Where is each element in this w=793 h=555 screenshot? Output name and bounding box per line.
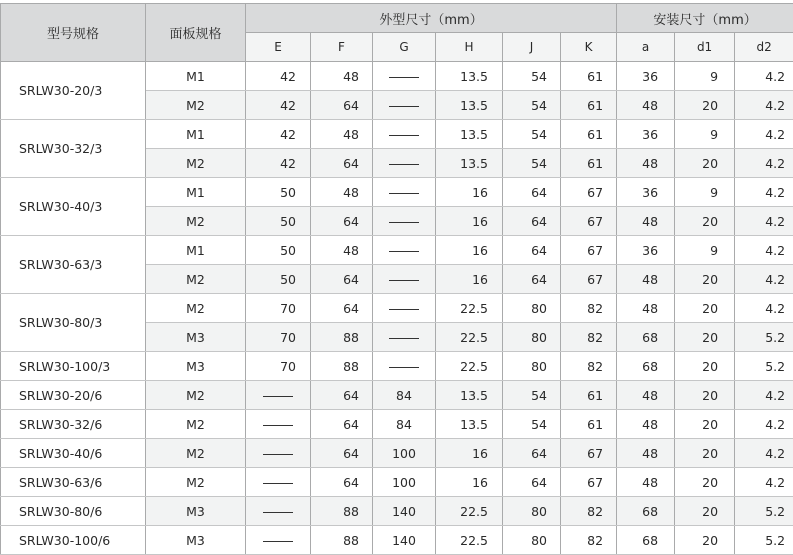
cell-f: 64 <box>311 91 373 120</box>
cell-g: 84 <box>373 381 436 410</box>
dash-mark <box>263 425 293 426</box>
dash-mark <box>389 367 419 368</box>
cell-d2: 4.2 <box>735 62 793 91</box>
cell-e: 70 <box>246 294 311 323</box>
cell-d1: 20 <box>675 149 735 178</box>
panel-cell: M2 <box>146 265 246 294</box>
cell-d1: 20 <box>675 468 735 497</box>
cell-g: 140 <box>373 497 436 526</box>
cell-j: 80 <box>503 323 561 352</box>
cell-d2: 4.2 <box>735 91 793 120</box>
cell-k: 61 <box>561 381 617 410</box>
dash-mark <box>389 222 419 223</box>
cell-f: 64 <box>311 265 373 294</box>
cell-d2: 4.2 <box>735 265 793 294</box>
cell-e <box>246 410 311 439</box>
cell-f: 48 <box>311 236 373 265</box>
col-header-f: F <box>311 33 373 62</box>
cell-a: 48 <box>617 294 675 323</box>
model-cell: SRLW30-32/3 <box>1 120 146 178</box>
cell-d2: 4.2 <box>735 410 793 439</box>
cell-h: 16 <box>436 178 503 207</box>
table-row <box>1 410 793 439</box>
col-header-h: H <box>436 33 503 62</box>
cell-h: 13.5 <box>436 120 503 149</box>
dash-mark <box>389 251 419 252</box>
cell-g <box>373 91 436 120</box>
dash-mark <box>389 135 419 136</box>
table-row <box>1 381 793 410</box>
cell-j: 80 <box>503 294 561 323</box>
panel-cell: M2 <box>146 468 246 497</box>
cell-d1: 20 <box>675 323 735 352</box>
dash-mark <box>263 454 293 455</box>
cell-e <box>246 468 311 497</box>
cell-d1: 20 <box>675 265 735 294</box>
dash-mark <box>389 77 419 78</box>
panel-cell: M1 <box>146 62 246 91</box>
outer-dimensions-header: 外型尺寸（mm） <box>246 4 617 33</box>
cell-d2: 4.2 <box>735 178 793 207</box>
table-row <box>1 294 793 323</box>
cell-d1: 20 <box>675 439 735 468</box>
cell-e <box>246 526 311 555</box>
cell-f: 48 <box>311 120 373 149</box>
cell-e: 42 <box>246 149 311 178</box>
cell-k: 67 <box>561 178 617 207</box>
cell-d1: 20 <box>675 91 735 120</box>
cell-g: 100 <box>373 439 436 468</box>
cell-a: 36 <box>617 236 675 265</box>
cell-e: 50 <box>246 236 311 265</box>
cell-a: 48 <box>617 207 675 236</box>
model-cell: SRLW30-32/6 <box>1 410 146 439</box>
cell-g <box>373 120 436 149</box>
cell-j: 64 <box>503 236 561 265</box>
cell-d2: 4.2 <box>735 149 793 178</box>
cell-k: 61 <box>561 149 617 178</box>
dash-mark <box>389 280 419 281</box>
cell-h: 13.5 <box>436 149 503 178</box>
cell-g <box>373 352 436 381</box>
dash-mark <box>389 193 419 194</box>
cell-j: 54 <box>503 62 561 91</box>
col-header-k: K <box>561 33 617 62</box>
cell-k: 67 <box>561 265 617 294</box>
model-cell: SRLW30-63/6 <box>1 468 146 497</box>
cell-e <box>246 381 311 410</box>
dash-mark <box>263 512 293 513</box>
panel-cell: M2 <box>146 149 246 178</box>
cell-f: 88 <box>311 323 373 352</box>
cell-d2: 4.2 <box>735 468 793 497</box>
cell-j: 54 <box>503 410 561 439</box>
cell-h: 16 <box>436 236 503 265</box>
cell-d2: 5.2 <box>735 497 793 526</box>
cell-d1: 20 <box>675 352 735 381</box>
panel-cell: M3 <box>146 352 246 381</box>
cell-h: 16 <box>436 439 503 468</box>
cell-h: 13.5 <box>436 62 503 91</box>
cell-f: 64 <box>311 294 373 323</box>
cell-j: 54 <box>503 149 561 178</box>
cell-k: 82 <box>561 294 617 323</box>
cell-k: 82 <box>561 526 617 555</box>
panel-header: 面板规格 <box>146 4 246 62</box>
cell-f: 64 <box>311 410 373 439</box>
spec-table <box>0 3 793 555</box>
cell-j: 54 <box>503 120 561 149</box>
model-cell: SRLW30-80/3 <box>1 294 146 352</box>
table-row <box>1 236 793 265</box>
cell-d2: 5.2 <box>735 352 793 381</box>
cell-e: 70 <box>246 323 311 352</box>
model-cell: SRLW30-20/6 <box>1 381 146 410</box>
table-row <box>1 178 793 207</box>
table-row <box>1 468 793 497</box>
cell-j: 80 <box>503 497 561 526</box>
table-row <box>1 526 793 555</box>
cell-h: 13.5 <box>436 91 503 120</box>
panel-cell: M2 <box>146 439 246 468</box>
cell-h: 22.5 <box>436 526 503 555</box>
cell-d2: 5.2 <box>735 323 793 352</box>
cell-g <box>373 207 436 236</box>
cell-j: 80 <box>503 352 561 381</box>
cell-g: 140 <box>373 526 436 555</box>
cell-k: 61 <box>561 410 617 439</box>
table-row <box>1 439 793 468</box>
panel-cell: M2 <box>146 410 246 439</box>
dash-mark <box>263 396 293 397</box>
cell-a: 36 <box>617 120 675 149</box>
cell-d2: 4.2 <box>735 381 793 410</box>
cell-d1: 9 <box>675 236 735 265</box>
panel-cell: M2 <box>146 91 246 120</box>
cell-d2: 4.2 <box>735 439 793 468</box>
model-cell: SRLW30-100/3 <box>1 352 146 381</box>
dash-mark <box>389 164 419 165</box>
cell-a: 48 <box>617 149 675 178</box>
model-cell: SRLW30-80/6 <box>1 497 146 526</box>
cell-k: 67 <box>561 439 617 468</box>
cell-g: 100 <box>373 468 436 497</box>
cell-a: 68 <box>617 497 675 526</box>
cell-d1: 9 <box>675 120 735 149</box>
cell-a: 48 <box>617 439 675 468</box>
cell-d1: 9 <box>675 62 735 91</box>
cell-e: 50 <box>246 178 311 207</box>
panel-cell: M1 <box>146 236 246 265</box>
cell-h: 22.5 <box>436 352 503 381</box>
cell-d2: 4.2 <box>735 294 793 323</box>
panel-cell: M2 <box>146 294 246 323</box>
cell-a: 68 <box>617 526 675 555</box>
cell-d2: 4.2 <box>735 120 793 149</box>
dash-mark <box>389 309 419 310</box>
cell-k: 67 <box>561 468 617 497</box>
panel-cell: M3 <box>146 526 246 555</box>
cell-g <box>373 178 436 207</box>
panel-cell: M2 <box>146 207 246 236</box>
cell-h: 16 <box>436 468 503 497</box>
cell-a: 48 <box>617 410 675 439</box>
cell-h: 13.5 <box>436 410 503 439</box>
dash-mark <box>263 541 293 542</box>
cell-j: 64 <box>503 178 561 207</box>
cell-f: 64 <box>311 468 373 497</box>
panel-cell: M1 <box>146 178 246 207</box>
cell-d1: 20 <box>675 381 735 410</box>
cell-d1: 20 <box>675 410 735 439</box>
model-cell: SRLW30-100/6 <box>1 526 146 555</box>
cell-d2: 5.2 <box>735 526 793 555</box>
cell-f: 64 <box>311 149 373 178</box>
cell-g <box>373 149 436 178</box>
dash-mark <box>389 106 419 107</box>
cell-a: 48 <box>617 468 675 497</box>
cell-f: 64 <box>311 381 373 410</box>
cell-j: 54 <box>503 381 561 410</box>
cell-f: 88 <box>311 352 373 381</box>
cell-k: 67 <box>561 236 617 265</box>
model-cell: SRLW30-40/3 <box>1 178 146 236</box>
col-header-j: J <box>503 33 561 62</box>
table-row <box>1 120 793 149</box>
cell-a: 48 <box>617 381 675 410</box>
cell-g <box>373 62 436 91</box>
cell-e: 50 <box>246 207 311 236</box>
cell-d1: 20 <box>675 497 735 526</box>
table-row <box>1 62 793 91</box>
col-header-g: G <box>373 33 436 62</box>
cell-h: 22.5 <box>436 294 503 323</box>
cell-d1: 20 <box>675 294 735 323</box>
cell-h: 16 <box>436 265 503 294</box>
install-dimensions-header: 安装尺寸（mm） <box>617 4 793 33</box>
cell-f: 48 <box>311 178 373 207</box>
panel-cell: M2 <box>146 381 246 410</box>
table-body <box>1 62 793 555</box>
cell-h: 16 <box>436 207 503 236</box>
cell-j: 64 <box>503 265 561 294</box>
cell-g <box>373 265 436 294</box>
cell-e: 42 <box>246 62 311 91</box>
cell-g <box>373 236 436 265</box>
cell-j: 64 <box>503 468 561 497</box>
cell-j: 80 <box>503 526 561 555</box>
cell-f: 88 <box>311 497 373 526</box>
cell-k: 82 <box>561 497 617 526</box>
cell-e <box>246 497 311 526</box>
cell-d2: 4.2 <box>735 236 793 265</box>
cell-h: 13.5 <box>436 381 503 410</box>
cell-a: 68 <box>617 323 675 352</box>
cell-e: 42 <box>246 91 311 120</box>
table-row <box>1 352 793 381</box>
cell-e: 70 <box>246 352 311 381</box>
panel-cell: M1 <box>146 120 246 149</box>
cell-f: 64 <box>311 207 373 236</box>
panel-cell: M3 <box>146 497 246 526</box>
cell-k: 61 <box>561 62 617 91</box>
cell-f: 48 <box>311 62 373 91</box>
cell-a: 68 <box>617 352 675 381</box>
cell-d1: 9 <box>675 178 735 207</box>
cell-k: 82 <box>561 323 617 352</box>
cell-e: 50 <box>246 265 311 294</box>
cell-g <box>373 323 436 352</box>
cell-j: 54 <box>503 91 561 120</box>
model-cell: SRLW30-40/6 <box>1 439 146 468</box>
col-header-d1: d1 <box>675 33 735 62</box>
cell-e: 42 <box>246 120 311 149</box>
cell-a: 36 <box>617 178 675 207</box>
cell-k: 61 <box>561 120 617 149</box>
model-header: 型号规格 <box>1 4 146 62</box>
cell-a: 36 <box>617 62 675 91</box>
cell-f: 88 <box>311 526 373 555</box>
cell-k: 67 <box>561 207 617 236</box>
cell-d1: 20 <box>675 207 735 236</box>
cell-k: 82 <box>561 352 617 381</box>
cell-h: 22.5 <box>436 497 503 526</box>
cell-d1: 20 <box>675 526 735 555</box>
cell-d2: 4.2 <box>735 207 793 236</box>
cell-k: 61 <box>561 91 617 120</box>
cell-j: 64 <box>503 207 561 236</box>
cell-a: 48 <box>617 265 675 294</box>
cell-e <box>246 439 311 468</box>
col-header-d2: d2 <box>735 33 793 62</box>
cell-f: 64 <box>311 439 373 468</box>
cell-j: 64 <box>503 439 561 468</box>
model-cell: SRLW30-63/3 <box>1 236 146 294</box>
panel-cell: M3 <box>146 323 246 352</box>
cell-g <box>373 294 436 323</box>
dash-mark <box>389 338 419 339</box>
model-cell: SRLW30-20/3 <box>1 62 146 120</box>
col-header-e: E <box>246 33 311 62</box>
cell-a: 48 <box>617 91 675 120</box>
table-row <box>1 497 793 526</box>
cell-h: 22.5 <box>436 323 503 352</box>
col-header-a: a <box>617 33 675 62</box>
cell-g: 84 <box>373 410 436 439</box>
dash-mark <box>263 483 293 484</box>
